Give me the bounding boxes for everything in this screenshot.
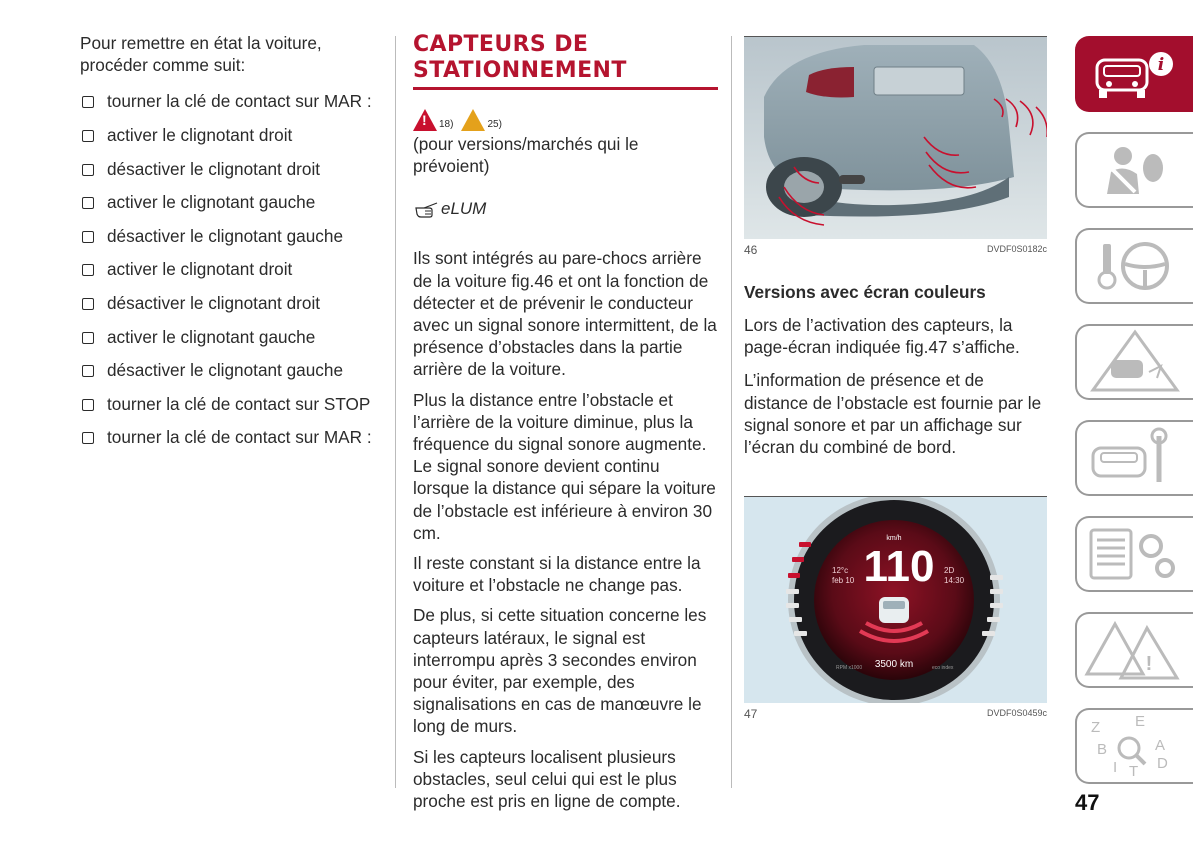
key-steering-wheel-icon [1077, 230, 1193, 302]
svg-text:B: B [1097, 741, 1108, 758]
warning-ref[interactable]: 18) [439, 119, 454, 130]
car-wrench-icon [1077, 422, 1193, 494]
tab-multimedia[interactable] [1075, 612, 1193, 688]
paragraph: Il reste constant si la distance entre la voiture et l’obstacle ne change pas. [413, 553, 701, 596]
page-number: 47 [1075, 790, 1100, 815]
list-item: activer le clignotant gauche [80, 326, 380, 348]
availability-note: (pour versions/marchés qui le prévoient) [413, 134, 639, 177]
figure-47 [744, 496, 1047, 721]
figure-code: DVDF0S0182c [986, 244, 1047, 254]
svg-text:A: A [1155, 737, 1166, 754]
paragraph: Ils sont intégrés au pare-chocs arrière de la voiture fig.46 et ont la fonction de détecter et de prévenir le conducteur avec un signal sonore intermittent, de la présence d’obstacles dans la partie arrière de la voiture. [413, 248, 717, 380]
intro-text: Pour remettre en état la voiture, procéder comme suit: [80, 33, 322, 76]
tab-safety[interactable] [1075, 132, 1193, 208]
rpm-label: RPM x1000 [836, 665, 863, 671]
instrument-cluster-image [744, 497, 1047, 703]
step-list [80, 90, 380, 448]
svg-text:I: I [1113, 759, 1118, 776]
caution-warning-icon [461, 109, 485, 131]
column-3-text [744, 282, 1047, 458]
pointing-hand-icon [415, 200, 441, 218]
figure-caption [744, 243, 1047, 257]
speed-unit: km/h [886, 535, 902, 542]
emergency-triangle-icon [1077, 326, 1193, 398]
list-item: activer le clignotant gauche [80, 191, 380, 213]
figure-caption [744, 707, 1047, 721]
checkbox-bullet-icon [82, 332, 94, 344]
paragraph: Lors de l’activation des capteurs, la page-écran indiquée fig.47 s’affiche. [744, 315, 1020, 358]
checkbox-bullet-icon [82, 365, 94, 377]
paragraph: De plus, si cette situation concerne les capteurs latéraux, le signal est interrompu après 3 secondes environ pour éviter, par exemple, des signalisations en cas de manœuvre le long de murs. [413, 605, 707, 737]
paragraph: Si les capteurs localisent plusieurs obstacles, seul celui qui est le plus proche est pris en ligne de compte. [413, 746, 681, 812]
tab-starting-driving[interactable] [1075, 228, 1193, 304]
tab-technical-data[interactable] [1075, 516, 1193, 592]
car-info-icon [1077, 38, 1193, 110]
tab-know-your-car[interactable] [1075, 36, 1193, 112]
odometer-readout: 3500 km [874, 659, 914, 670]
list-item: tourner la clé de contact sur MAR : [80, 426, 380, 448]
checkbox-bullet-icon [82, 130, 94, 142]
checkbox-bullet-icon [82, 298, 94, 310]
list-item: tourner la clé de contact sur STOP [80, 393, 380, 415]
svg-text:!: ! [1145, 653, 1153, 675]
list-item: désactiver le clignotant gauche [80, 359, 380, 381]
warning-ref[interactable]: 25) [487, 119, 502, 130]
list-item: tourner la clé de contact sur MAR : [80, 90, 380, 112]
list-item: activer le clignotant droit [80, 258, 380, 280]
subheading: Versions avec écran couleurs [744, 282, 986, 302]
temperature-readout: 12°c [832, 566, 849, 575]
paragraph: Plus la distance entre l’obstacle et l’arrière de la voiture diminue, plus la fréquence du signal sonore augmente. Le signal sonore devient continu lorsque la distance qui sépare la voiture de l’obstacle est inférieure à environ 30 cm. [413, 389, 716, 543]
column-divider [731, 36, 732, 788]
paragraph: L’information de présence et de distance de l’obstacle est fournie par le signal sonore et par un affichage sur l’écran du combiné de bord. [744, 370, 1042, 458]
warning-signs-icon [1077, 614, 1193, 686]
speed-value: 110 [863, 542, 935, 591]
danger-warning-icon: ! [413, 109, 437, 131]
column-divider [395, 36, 396, 788]
svg-text:T: T [1129, 763, 1139, 780]
list-item: désactiver le clignotant gauche [80, 225, 380, 247]
figure-46 [744, 36, 1047, 257]
checkbox-bullet-icon [82, 164, 94, 176]
checkbox-bullet-icon [82, 399, 94, 411]
list-gears-icon [1077, 518, 1193, 590]
column-2 [413, 32, 718, 820]
time-readout: 14:30 [944, 576, 965, 585]
figure-code: DVDF0S0459c [986, 708, 1047, 718]
checkbox-bullet-icon [82, 96, 94, 108]
date-readout: feb 10 [832, 576, 855, 585]
svg-text:i: i [1157, 55, 1165, 75]
figure-number: 46 [744, 243, 758, 257]
alphabet-index-icon [1077, 710, 1193, 782]
eco-label: eco index [932, 665, 954, 671]
seatbelt-airbag-icon [1077, 134, 1193, 206]
tab-index[interactable] [1075, 708, 1193, 784]
warning-references [413, 103, 718, 131]
tab-servicing[interactable] [1075, 420, 1193, 496]
svg-text:E: E [1135, 713, 1146, 730]
list-item: désactiver le clignotant droit [80, 292, 380, 314]
svg-text:D: D [1157, 755, 1168, 772]
checkbox-bullet-icon [82, 197, 94, 209]
tab-emergency[interactable] [1075, 324, 1193, 400]
svg-text:Z: Z [1091, 719, 1101, 736]
list-item: désactiver le clignotant droit [80, 158, 380, 180]
figure-number: 47 [744, 707, 758, 721]
column-1 [80, 32, 380, 460]
elum-reference[interactable] [415, 199, 718, 219]
checkbox-bullet-icon [82, 432, 94, 444]
checkbox-bullet-icon [82, 264, 94, 276]
section-title: CAPTEURS DE STATIONNEMENT [413, 32, 718, 90]
checkbox-bullet-icon [82, 231, 94, 243]
car-rear-sensors-image [744, 37, 1047, 239]
elum-label: eLUM [441, 199, 487, 219]
list-item: activer le clignotant droit [80, 124, 380, 146]
gear-readout: 2D [944, 566, 955, 575]
